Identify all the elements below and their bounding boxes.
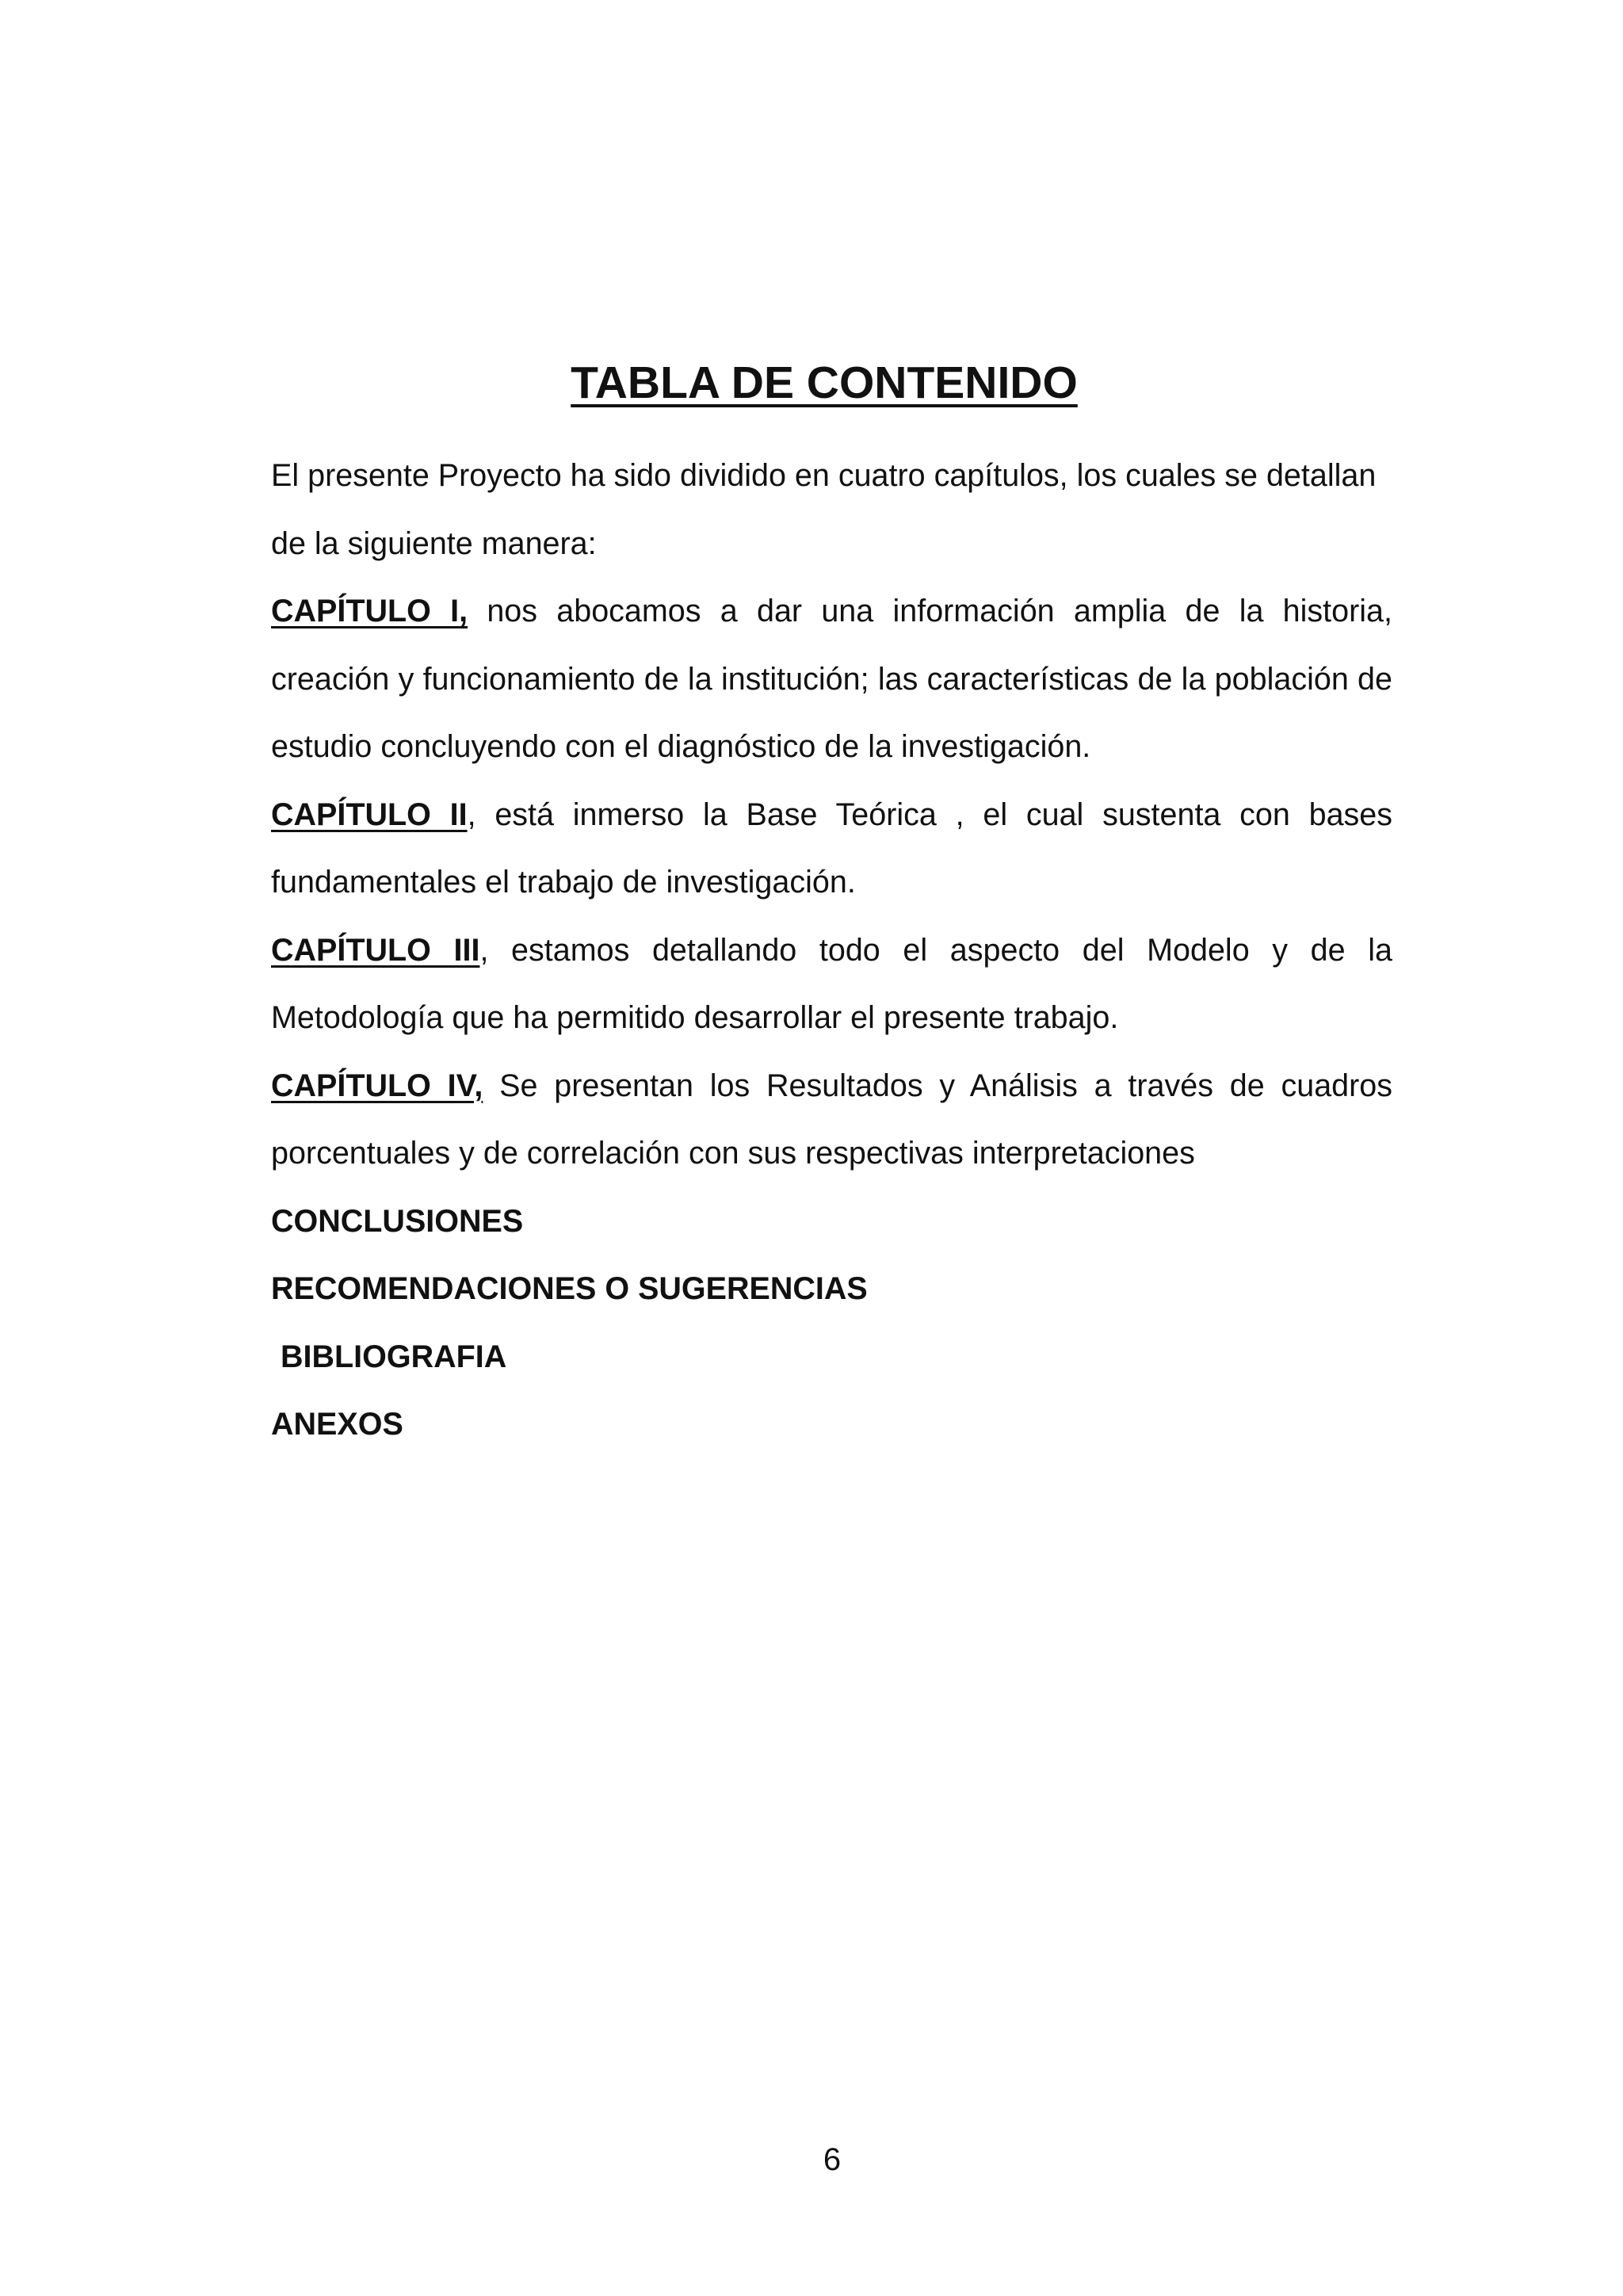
chapter-3-description: , estamos detallando todo el aspecto del Modelo y de la Metodología que ha permitido desarrollar el presente trabajo.: [271, 932, 1392, 1035]
section-bibliografia: BIBLIOGRAFIA: [281, 1339, 507, 1374]
chapter-4-label: CAPÍTULO IV,: [271, 1068, 483, 1103]
chapter-2-description: , está inmerso la Base Teórica , el cual sustenta con bases fundamentales el trabajo de investigación.: [271, 797, 1392, 900]
section-anexos: ANEXOS: [271, 1407, 403, 1442]
chapter-3-paragraph: [271, 917, 1392, 1052]
chapter-2-paragraph: [271, 781, 1392, 917]
document-body: [271, 442, 1392, 1459]
chapter-1-paragraph: [271, 578, 1392, 781]
chapter-1-description: nos abocamos a dar una información amplia de la historia, creación y funcionamiento de la institución; las características de la población de estudio concluyendo con el diagnóstico de la investigación.: [271, 594, 1392, 764]
chapter-2-label: CAPÍTULO II: [271, 797, 468, 832]
chapter-1-label: CAPÍTULO I,: [271, 594, 468, 628]
intro-paragraph: El presente Proyecto ha sido dividido en cuatro capítulos, los cuales se detallan de la siguiente manera:: [271, 458, 1377, 561]
chapter-3-label: CAPÍTULO III: [271, 932, 480, 968]
chapter-4-paragraph: [271, 1052, 1392, 1188]
page-title: TABLA DE CONTENIDO: [571, 357, 1078, 408]
chapter-4-description: Se presentan los Resultados y Análisis a través de cuadros porcentuales y de correlación con sus respectivas interpretaciones: [271, 1068, 1392, 1171]
page-number: 6: [823, 2142, 842, 2177]
section-conclusiones: CONCLUSIONES: [271, 1203, 524, 1239]
section-recomendaciones: RECOMENDACIONES O SUGERENCIAS: [271, 1271, 868, 1306]
